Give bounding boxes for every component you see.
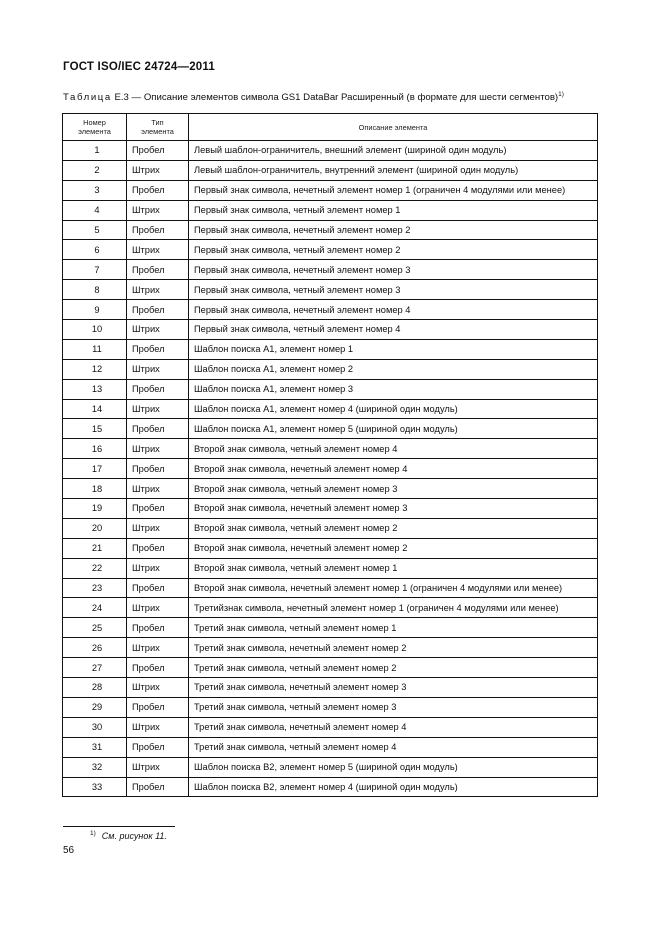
element-number: 23 bbox=[63, 578, 127, 598]
table-caption bbox=[63, 91, 623, 103]
element-number: 29 bbox=[63, 697, 127, 717]
caption-footnote-ref: 1) bbox=[558, 91, 564, 98]
footnote-divider bbox=[63, 826, 175, 827]
element-type: Штрих bbox=[127, 399, 189, 419]
element-description: Шаблон поиска А1, элемент номер 2 bbox=[189, 359, 598, 379]
element-number: 8 bbox=[63, 280, 127, 300]
table-row bbox=[63, 518, 598, 538]
header-number-label: Номер элемента bbox=[78, 118, 111, 136]
element-number: 18 bbox=[63, 479, 127, 499]
element-number: 30 bbox=[63, 717, 127, 737]
element-number: 5 bbox=[63, 220, 127, 240]
element-type: Пробел bbox=[127, 419, 189, 439]
element-type: Штрих bbox=[127, 717, 189, 737]
element-description: Шаблон поиска А1, элемент номер 5 (шириной один модуль) bbox=[189, 419, 598, 439]
element-number: 19 bbox=[63, 499, 127, 519]
element-number: 33 bbox=[63, 777, 127, 797]
header-type-label: Тип элемента bbox=[141, 118, 174, 136]
table-row bbox=[63, 200, 598, 220]
element-type: Пробел bbox=[127, 141, 189, 161]
element-type: Пробел bbox=[127, 260, 189, 280]
element-type: Штрих bbox=[127, 439, 189, 459]
element-type: Пробел bbox=[127, 220, 189, 240]
element-type: Пробел bbox=[127, 777, 189, 797]
element-type: Пробел bbox=[127, 499, 189, 519]
element-number: 24 bbox=[63, 598, 127, 618]
element-number: 25 bbox=[63, 618, 127, 638]
element-number: 4 bbox=[63, 200, 127, 220]
element-type: Пробел bbox=[127, 737, 189, 757]
table-row bbox=[63, 399, 598, 419]
element-description: Первый знак символа, четный элемент номер 4 bbox=[189, 320, 598, 340]
element-description: Первый знак символа, четный элемент номер 3 bbox=[189, 280, 598, 300]
table-row bbox=[63, 180, 598, 200]
table-row bbox=[63, 320, 598, 340]
element-description: Первый знак символа, нечетный элемент номер 1 (ограничен 4 модулями или менее) bbox=[189, 180, 598, 200]
element-type: Штрих bbox=[127, 757, 189, 777]
element-description: Второй знак символа, нечетный элемент номер 1 (ограничен 4 модулями или менее) bbox=[189, 578, 598, 598]
element-number: 16 bbox=[63, 439, 127, 459]
element-type: Штрих bbox=[127, 558, 189, 578]
table-row bbox=[63, 280, 598, 300]
element-type: Пробел bbox=[127, 300, 189, 320]
page-number: 56 bbox=[63, 845, 75, 856]
element-description: Третий знак символа, четный элемент номер 3 bbox=[189, 697, 598, 717]
element-number: 26 bbox=[63, 638, 127, 658]
table-row bbox=[63, 160, 598, 180]
table-row bbox=[63, 499, 598, 519]
element-description: Шаблон поиска В2, элемент номер 5 (шириной один модуль) bbox=[189, 757, 598, 777]
table-row bbox=[63, 618, 598, 638]
table-row bbox=[63, 419, 598, 439]
element-type: Пробел bbox=[127, 578, 189, 598]
element-description: Первый знак символа, четный элемент номер 2 bbox=[189, 240, 598, 260]
header-description: Описание элемента bbox=[189, 114, 598, 141]
table-header-row bbox=[63, 114, 598, 141]
table-row bbox=[63, 697, 598, 717]
element-description: Шаблон поиска В2, элемент номер 4 (шириной один модуль) bbox=[189, 777, 598, 797]
element-description: Левый шаблон-ограничитель, внутренний элемент (шириной один модуль) bbox=[189, 160, 598, 180]
element-description: Второй знак символа, четный элемент номер 3 bbox=[189, 479, 598, 499]
element-number: 10 bbox=[63, 320, 127, 340]
table-row bbox=[63, 260, 598, 280]
element-number: 20 bbox=[63, 518, 127, 538]
element-number: 7 bbox=[63, 260, 127, 280]
header-number bbox=[63, 114, 127, 141]
element-type: Штрих bbox=[127, 638, 189, 658]
element-type: Штрих bbox=[127, 160, 189, 180]
element-type: Штрих bbox=[127, 678, 189, 698]
element-type: Штрих bbox=[127, 280, 189, 300]
element-type: Пробел bbox=[127, 339, 189, 359]
table-row bbox=[63, 141, 598, 161]
element-number: 21 bbox=[63, 538, 127, 558]
table-row bbox=[63, 379, 598, 399]
table-row bbox=[63, 777, 598, 797]
element-description: Первый знак символа, нечетный элемент номер 2 bbox=[189, 220, 598, 240]
element-number: 9 bbox=[63, 300, 127, 320]
element-type: Пробел bbox=[127, 180, 189, 200]
element-description: Второй знак символа, нечетный элемент номер 2 bbox=[189, 538, 598, 558]
element-description: Второй знак символа, четный элемент номер 4 bbox=[189, 439, 598, 459]
element-description: Первый знак символа, четный элемент номер 1 bbox=[189, 200, 598, 220]
table-row bbox=[63, 598, 598, 618]
element-number: 11 bbox=[63, 339, 127, 359]
element-number: 6 bbox=[63, 240, 127, 260]
table-row bbox=[63, 737, 598, 757]
header-type bbox=[127, 114, 189, 141]
element-number: 13 bbox=[63, 379, 127, 399]
element-description: Первый знак символа, нечетный элемент номер 4 bbox=[189, 300, 598, 320]
element-description: Третий знак символа, нечетный элемент номер 3 bbox=[189, 678, 598, 698]
table-row bbox=[63, 638, 598, 658]
element-description: Левый шаблон-ограничитель, внешний элемент (шириной один модуль) bbox=[189, 141, 598, 161]
element-number: 12 bbox=[63, 359, 127, 379]
element-description: Третий знак символа, нечетный элемент номер 4 bbox=[189, 717, 598, 737]
element-number: 32 bbox=[63, 757, 127, 777]
elements-table bbox=[62, 113, 598, 797]
document-header: ГОСТ ISO/IEC 24724—2011 bbox=[63, 61, 215, 73]
table-row bbox=[63, 658, 598, 678]
caption-label: Таблица bbox=[63, 92, 112, 104]
element-type: Пробел bbox=[127, 697, 189, 717]
element-description: Третий знак символа, четный элемент номер 2 bbox=[189, 658, 598, 678]
table-row bbox=[63, 459, 598, 479]
table-row bbox=[63, 240, 598, 260]
table-row bbox=[63, 678, 598, 698]
element-description: Шаблон поиска А1, элемент номер 1 bbox=[189, 339, 598, 359]
element-type: Штрих bbox=[127, 240, 189, 260]
element-number: 17 bbox=[63, 459, 127, 479]
table-row bbox=[63, 717, 598, 737]
element-description: Первый знак символа, нечетный элемент номер 3 bbox=[189, 260, 598, 280]
table-row bbox=[63, 220, 598, 240]
element-number: 15 bbox=[63, 419, 127, 439]
element-type: Штрих bbox=[127, 518, 189, 538]
element-number: 22 bbox=[63, 558, 127, 578]
footnote bbox=[90, 830, 167, 841]
table-row bbox=[63, 757, 598, 777]
table-row bbox=[63, 339, 598, 359]
element-type: Пробел bbox=[127, 538, 189, 558]
element-description: Второй знак символа, нечетный элемент номер 4 bbox=[189, 459, 598, 479]
element-description: Шаблон поиска А1, элемент номер 4 (шириной один модуль) bbox=[189, 399, 598, 419]
footnote-text: См. рисунок 11. bbox=[101, 831, 167, 841]
table-row bbox=[63, 439, 598, 459]
table-row bbox=[63, 359, 598, 379]
element-number: 3 bbox=[63, 180, 127, 200]
table-row bbox=[63, 578, 598, 598]
element-description: Второй знак символа, нечетный элемент номер 3 bbox=[189, 499, 598, 519]
element-type: Штрих bbox=[127, 200, 189, 220]
element-number: 28 bbox=[63, 678, 127, 698]
element-description: Третий знак символа, четный элемент номер 1 bbox=[189, 618, 598, 638]
element-description: Третий знак символа, нечетный элемент номер 2 bbox=[189, 638, 598, 658]
element-type: Штрих bbox=[127, 479, 189, 499]
element-type: Пробел bbox=[127, 379, 189, 399]
element-number: 31 bbox=[63, 737, 127, 757]
caption-text: Е.3 — Описание элементов символа GS1 DataBar Расширенный (в формате для шести сегментов) bbox=[111, 92, 559, 104]
element-description: Третийзнак символа, нечетный элемент номер 1 (ограничен 4 модулями или менее) bbox=[189, 598, 598, 618]
element-description: Третий знак символа, четный элемент номер 4 bbox=[189, 737, 598, 757]
element-number: 14 bbox=[63, 399, 127, 419]
element-number: 27 bbox=[63, 658, 127, 678]
element-description: Второй знак символа, четный элемент номер 2 bbox=[189, 518, 598, 538]
element-type: Пробел bbox=[127, 658, 189, 678]
element-type: Пробел bbox=[127, 618, 189, 638]
table-row bbox=[63, 479, 598, 499]
table-row bbox=[63, 300, 598, 320]
element-type: Штрих bbox=[127, 359, 189, 379]
element-number: 1 bbox=[63, 141, 127, 161]
table-row bbox=[63, 538, 598, 558]
element-number: 2 bbox=[63, 160, 127, 180]
table-body bbox=[63, 141, 598, 797]
element-type: Пробел bbox=[127, 459, 189, 479]
element-description: Второй знак символа, четный элемент номер 1 bbox=[189, 558, 598, 578]
element-type: Штрих bbox=[127, 320, 189, 340]
table-row bbox=[63, 558, 598, 578]
element-type: Штрих bbox=[127, 598, 189, 618]
footnote-marker: 1) bbox=[90, 830, 96, 837]
element-description: Шаблон поиска А1, элемент номер 3 bbox=[189, 379, 598, 399]
